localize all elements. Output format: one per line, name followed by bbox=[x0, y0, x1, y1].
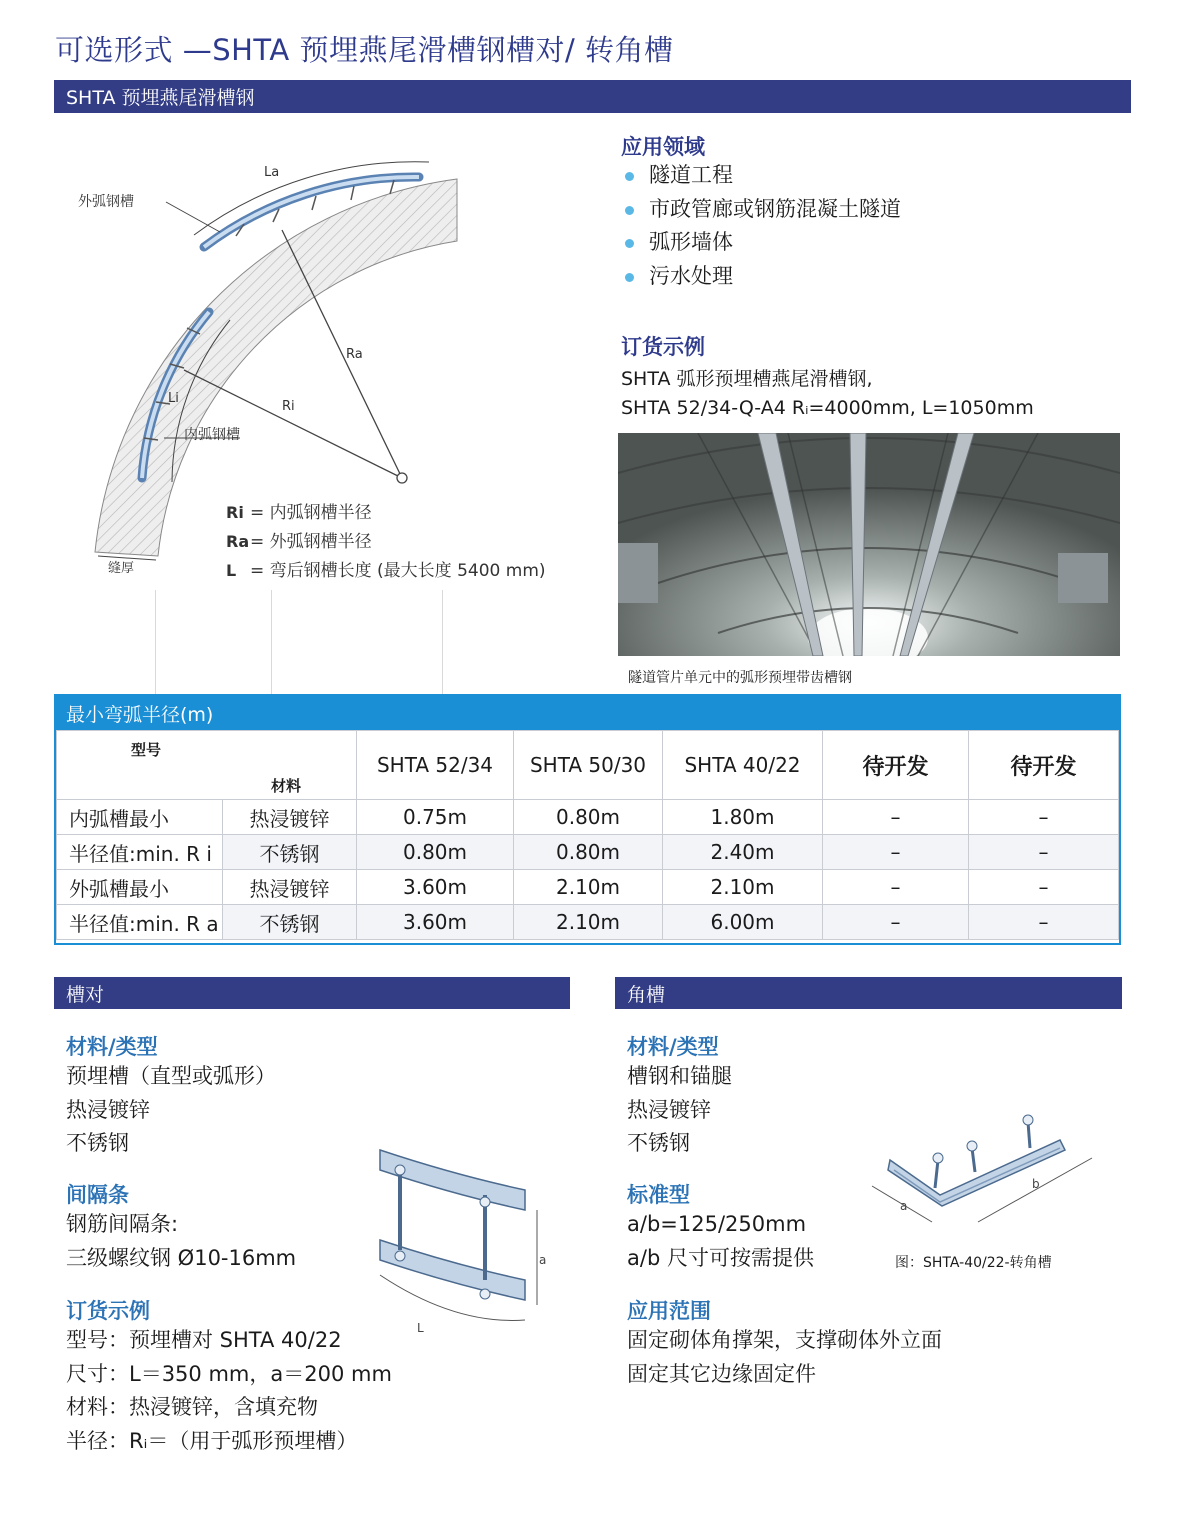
la-label: La bbox=[264, 165, 280, 180]
value-cell: 0.80m bbox=[357, 835, 514, 870]
pair-material-list bbox=[66, 1060, 276, 1161]
list-item: 热浸镀锌 bbox=[66, 1097, 150, 1122]
pair-order-title: 订货示例 bbox=[66, 1299, 150, 1323]
value-cell: – bbox=[823, 870, 969, 905]
col-header: SHTA 50/30 bbox=[514, 731, 663, 800]
value-cell: – bbox=[969, 870, 1119, 905]
radius-table bbox=[54, 694, 1121, 945]
center-point bbox=[397, 473, 407, 483]
section-bar-label: 槽对 bbox=[66, 983, 105, 1006]
table-row bbox=[57, 905, 1119, 940]
list-item: 钢筋间隔条: bbox=[66, 1212, 179, 1236]
group-label: 外弧槽最小 bbox=[57, 870, 223, 905]
list-item: 型号：预埋槽对 SHTA 40/22 bbox=[66, 1328, 342, 1352]
col-header: SHTA 52/34 bbox=[357, 731, 514, 800]
radius-table-grid bbox=[56, 730, 1119, 940]
group-label: 内弧槽最小 bbox=[57, 800, 223, 835]
seam-label: 缝厚 bbox=[108, 561, 135, 576]
value-cell: – bbox=[969, 800, 1119, 835]
order-example-title: 订货示例 bbox=[621, 335, 705, 359]
list-item: 弧形墙体 bbox=[621, 226, 901, 260]
ri-label: Ri bbox=[282, 399, 295, 414]
list-item: a/b 尺寸可按需提供 bbox=[627, 1245, 814, 1270]
corner-channel-figure bbox=[860, 1110, 1120, 1240]
tunnel-photo bbox=[618, 433, 1120, 656]
group-label: 半径值:min. R i bbox=[57, 835, 223, 870]
page-title: 可选形式 —SHTA 预埋燕尾滑槽钢槽对/ 转角槽 bbox=[55, 33, 674, 67]
group-label: 半径值:min. R a bbox=[57, 905, 223, 940]
corner-material-list bbox=[627, 1060, 732, 1161]
channel-pair-figure bbox=[355, 1140, 560, 1340]
pair-material-title: 材料/类型 bbox=[66, 1035, 158, 1059]
pair-fig-l-label: L bbox=[417, 1321, 424, 1335]
corner-fig-a-label: a bbox=[900, 1199, 908, 1213]
legend-l-desc: = 弯后钢槽长度 (最大长度 5400 mm) bbox=[250, 561, 546, 581]
value-cell: 0.75m bbox=[357, 800, 514, 835]
value-cell: 2.10m bbox=[514, 870, 663, 905]
list-item: 三级螺纹钢 Ø10-16mm bbox=[66, 1245, 297, 1270]
corner-scope-list bbox=[627, 1324, 942, 1391]
list-item: 槽钢和锚腿 bbox=[627, 1064, 732, 1088]
list-item: 不锈钢 bbox=[627, 1131, 690, 1155]
section-bar-shta bbox=[54, 80, 1131, 113]
section-bar-label: 角槽 bbox=[627, 983, 666, 1006]
corner-fig-b-label: b bbox=[1032, 1177, 1040, 1191]
table-row bbox=[57, 835, 1119, 870]
value-cell: – bbox=[969, 835, 1119, 870]
photo-caption: 隧道管片单元中的弧形预埋带齿槽钢 bbox=[628, 670, 852, 686]
pair-fig-a-label: a bbox=[539, 1253, 547, 1267]
arc-diagram bbox=[54, 120, 614, 600]
guide-line bbox=[442, 590, 443, 694]
material-cell: 不锈钢 bbox=[223, 905, 357, 940]
value-cell: 2.10m bbox=[663, 870, 823, 905]
value-cell: – bbox=[823, 800, 969, 835]
col-header: SHTA 40/22 bbox=[663, 731, 823, 800]
corner-standard-list bbox=[627, 1208, 814, 1275]
table-corner bbox=[57, 731, 357, 800]
col-header: 待开发 bbox=[969, 731, 1119, 800]
ra-label: Ra bbox=[346, 347, 363, 362]
inner-channel-label: 内弧钢槽 bbox=[184, 427, 240, 443]
value-cell: – bbox=[969, 905, 1119, 940]
order-example-line1: SHTA 弧形预埋槽燕尾滑槽钢, bbox=[621, 368, 873, 390]
corner-material-title: 材料/类型 bbox=[627, 1035, 719, 1059]
legend-l-sym: L bbox=[226, 561, 237, 580]
list-item: 市政管廊或钢筋混凝土隧道 bbox=[621, 193, 901, 227]
value-cell: 3.60m bbox=[357, 905, 514, 940]
list-item: 热浸镀锌 bbox=[627, 1097, 711, 1122]
legend-ra-sym: Ra bbox=[226, 532, 250, 551]
col-header: 待开发 bbox=[823, 731, 969, 800]
value-cell: 2.40m bbox=[663, 835, 823, 870]
list-item: 固定砌体角撑架，支撑砌体外立面 bbox=[627, 1328, 942, 1352]
list-item: 预埋槽（直型或弧形） bbox=[66, 1064, 276, 1088]
concrete-ring bbox=[95, 179, 457, 556]
section-bar-label: SHTA 预埋燕尾滑槽钢 bbox=[66, 87, 255, 109]
list-item: 不锈钢 bbox=[66, 1131, 129, 1155]
section-bar-corner bbox=[615, 977, 1122, 1009]
value-cell: 2.10m bbox=[514, 905, 663, 940]
table-title: 最小弯弧半径(m) bbox=[56, 696, 1119, 730]
value-cell: 6.00m bbox=[663, 905, 823, 940]
material-cell: 热浸镀锌 bbox=[223, 800, 357, 835]
list-item: a/b=125/250mm bbox=[627, 1212, 807, 1236]
value-cell: 1.80m bbox=[663, 800, 823, 835]
corner-standard-title: 标准型 bbox=[627, 1183, 690, 1207]
application-list bbox=[621, 159, 901, 293]
corner-scope-title: 应用范围 bbox=[627, 1299, 711, 1323]
value-cell: – bbox=[823, 835, 969, 870]
corner-fig-caption: 图：SHTA-40/22-转角槽 bbox=[895, 1255, 1052, 1271]
corner-material-label: 材料 bbox=[271, 777, 302, 795]
table-row bbox=[57, 870, 1119, 905]
list-item: 材料：热浸镀锌，含填充物 bbox=[66, 1395, 318, 1419]
value-cell: 0.80m bbox=[514, 800, 663, 835]
list-item: 固定其它边缘固定件 bbox=[627, 1361, 816, 1386]
table-row bbox=[57, 800, 1119, 835]
corner-model-label: 型号 bbox=[131, 741, 162, 759]
material-cell: 热浸镀锌 bbox=[223, 870, 357, 905]
value-cell: 0.80m bbox=[514, 835, 663, 870]
legend-ri-sym: Ri bbox=[226, 503, 244, 522]
legend-ri-desc: = 内弧钢槽半径 bbox=[250, 503, 372, 523]
section-bar-pair bbox=[54, 977, 570, 1009]
value-cell: 3.60m bbox=[357, 870, 514, 905]
list-item: 污水处理 bbox=[621, 260, 901, 294]
li-label: Li bbox=[168, 391, 179, 406]
outer-channel-label: 外弧钢槽 bbox=[78, 194, 134, 210]
list-item: 隧道工程 bbox=[621, 159, 901, 193]
guide-line bbox=[155, 590, 156, 694]
guide-line bbox=[271, 590, 272, 694]
list-item: 尺寸：L＝350 mm，a＝200 mm bbox=[66, 1361, 392, 1386]
application-title: 应用领域 bbox=[621, 135, 705, 159]
legend-ra-desc: = 外弧钢槽半径 bbox=[250, 532, 372, 552]
material-cell: 不锈钢 bbox=[223, 835, 357, 870]
value-cell: – bbox=[823, 905, 969, 940]
pair-spacer-list bbox=[66, 1208, 296, 1275]
list-item: 半径：Rᵢ＝（用于弧形预埋槽） bbox=[66, 1428, 358, 1453]
order-example-line2: SHTA 52/34-Q-A4 Rᵢ=4000mm, L=1050mm bbox=[621, 397, 1034, 419]
pair-order-list bbox=[66, 1324, 392, 1458]
pair-spacer-title: 间隔条 bbox=[66, 1183, 129, 1207]
ri-line bbox=[184, 370, 402, 478]
